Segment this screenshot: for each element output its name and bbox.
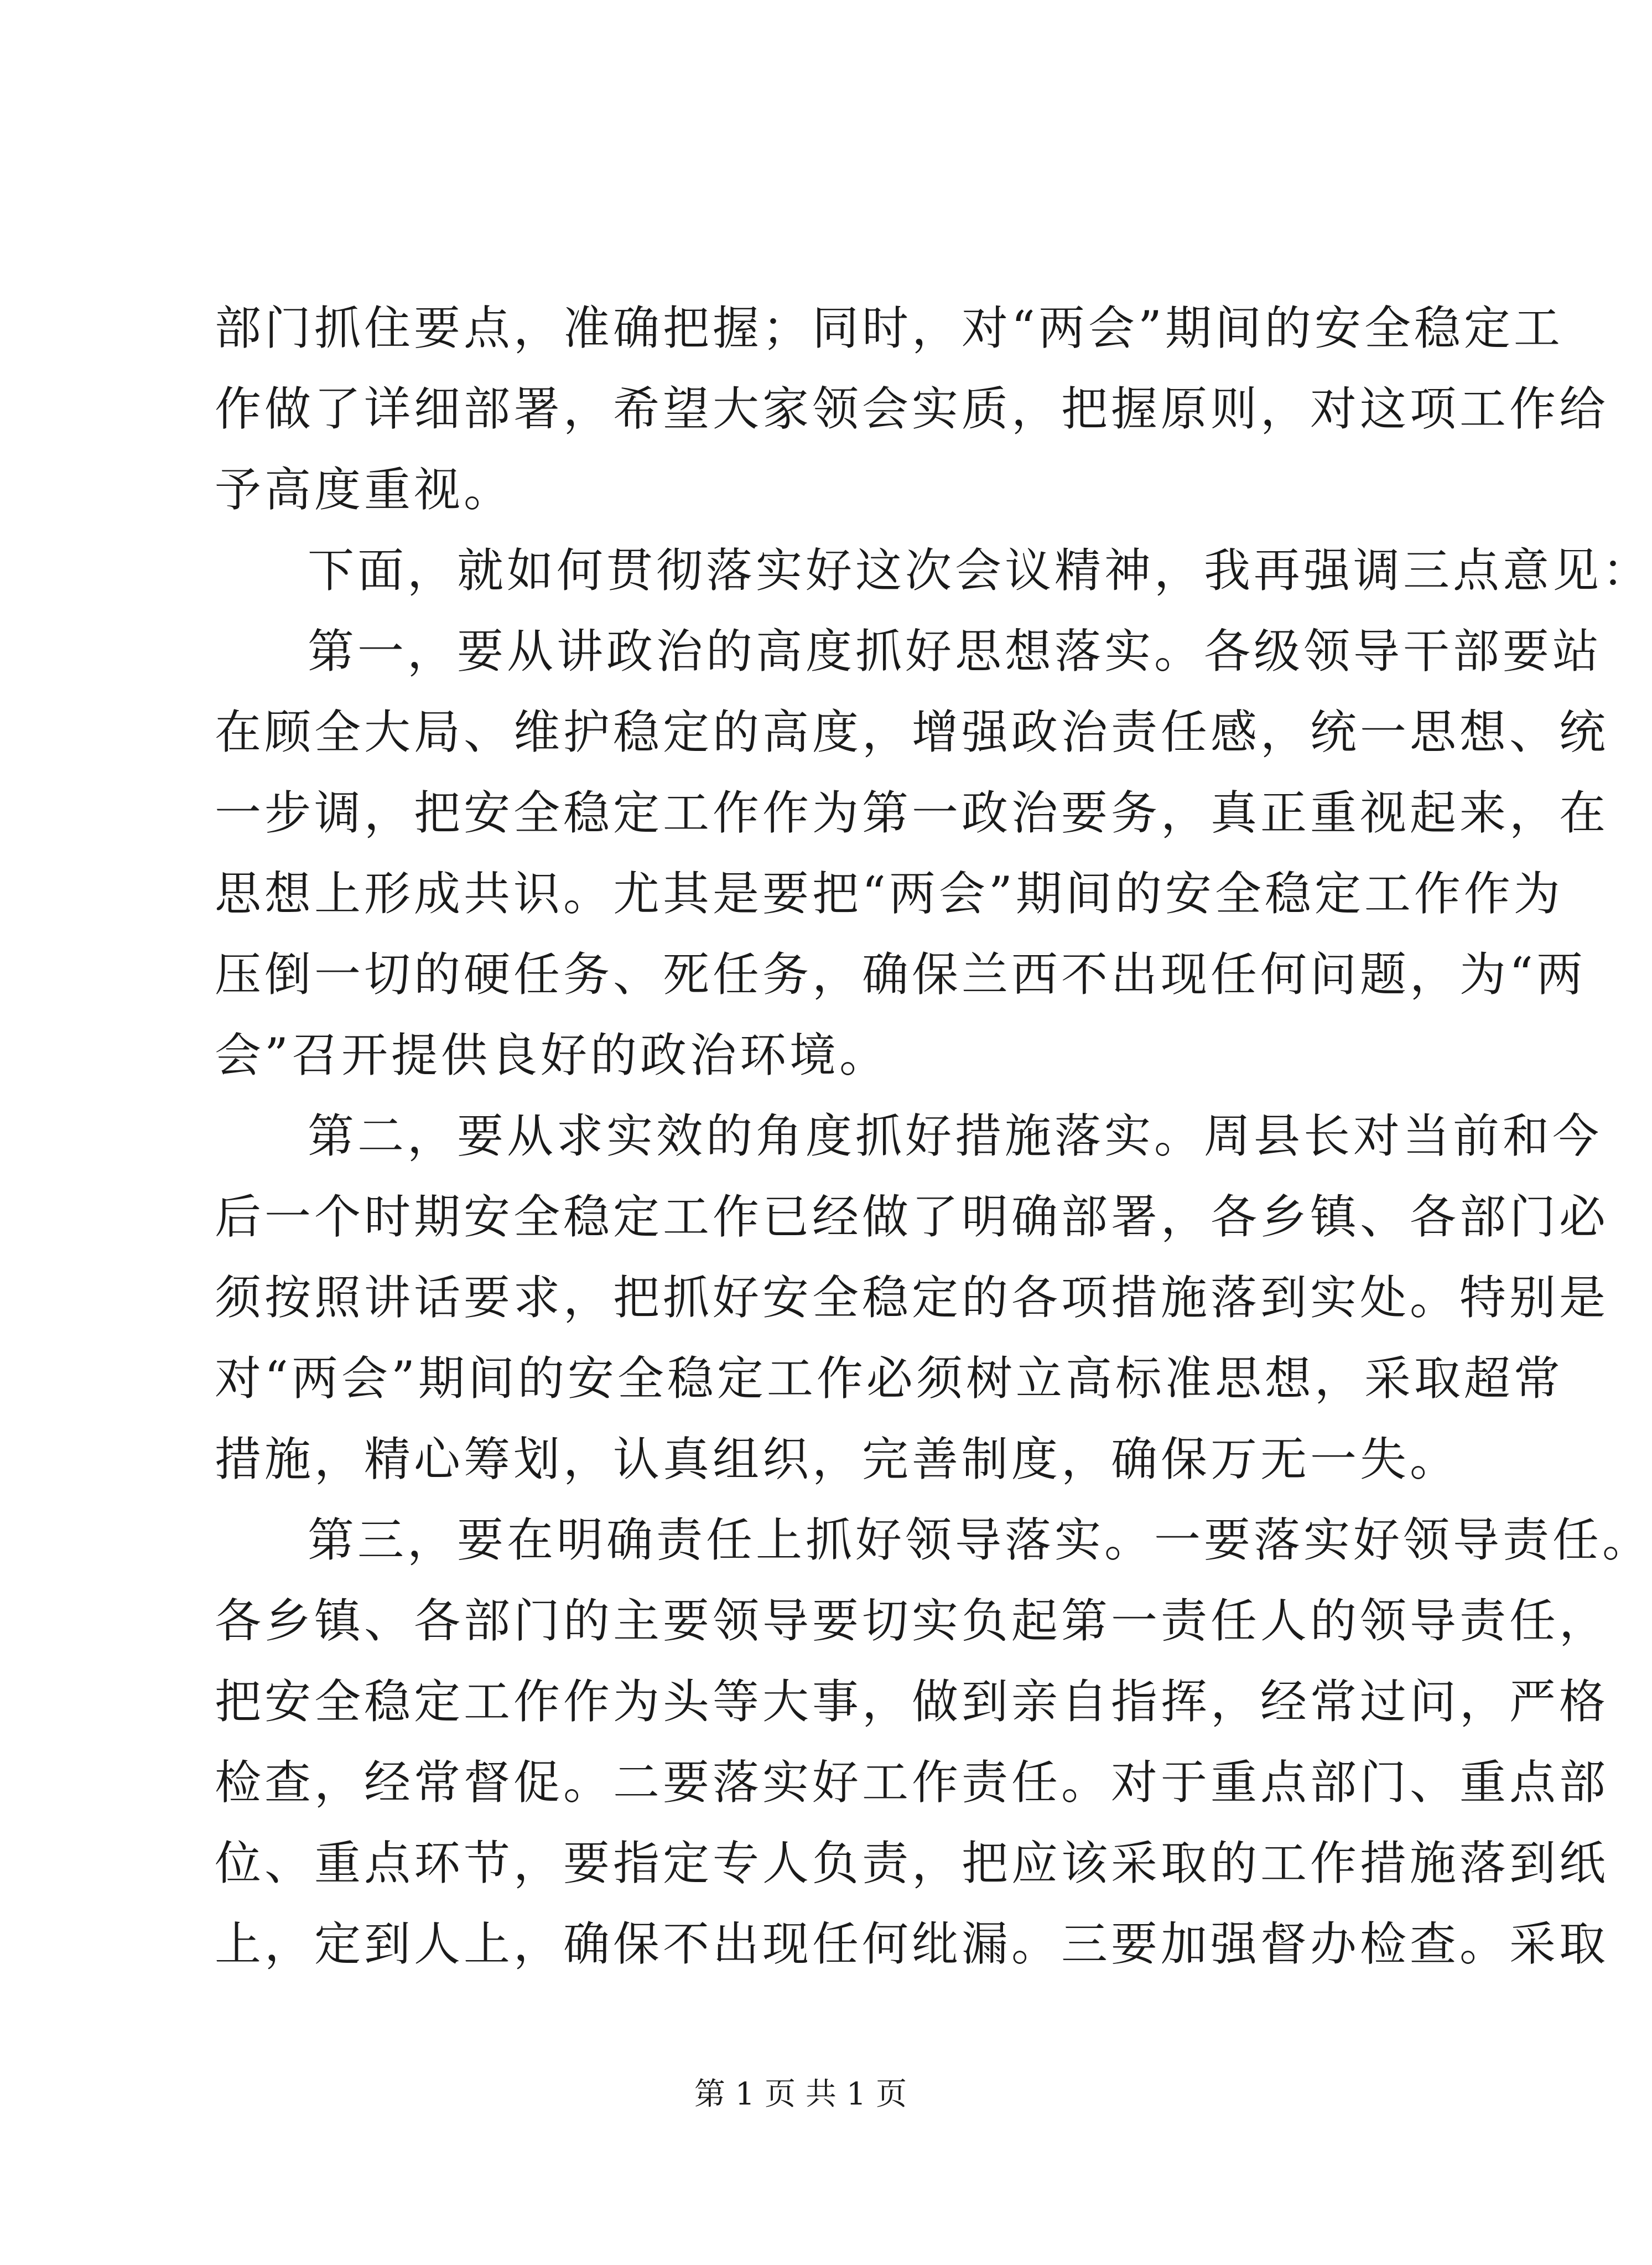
text-line-9: 压倒一切的硬任务、死任务，确保兰西不出现任何问题，为“两 bbox=[215, 947, 1586, 1002]
text-line-12: 后一个时期安全稳定工作已经做了明确部署，各乡镇、各部门必 bbox=[215, 1190, 1609, 1244]
text-line-1: 部门抓住要点，准确把握；同时，对“两会”期间的安全稳定工 bbox=[215, 301, 1563, 355]
paragraph-second-start: 第二，要从求实效的角度抓好措施落实。周县长对当前和今 bbox=[308, 1109, 1603, 1163]
text-line-3: 予高度重视。 bbox=[215, 463, 514, 517]
text-line-13: 须按照讲话要求，把抓好安全稳定的各项措施落到实处。特别是 bbox=[215, 1271, 1609, 1325]
text-line-20: 位、重点环节，要指定专人负责，把应该采取的工作措施落到纸 bbox=[215, 1836, 1609, 1890]
text-line-21: 上，定到人上，确保不出现任何纰漏。三要加强督办检查。采取 bbox=[215, 1917, 1609, 1971]
text-line-17: 各乡镇、各部门的主要领导要切实负起第一责任人的领导责任， bbox=[215, 1594, 1609, 1648]
page-footer bbox=[0, 2072, 1601, 2117]
text-line-6: 在顾全大局、维护稳定的高度，增强政治责任感，统一思想、统 bbox=[215, 705, 1609, 759]
text-line-7: 一步调，把安全稳定工作作为第一政治要务，真正重视起来，在 bbox=[215, 786, 1609, 840]
text-line-2: 作做了详细部署，希望大家领会实质，把握原则，对这项工作给 bbox=[215, 382, 1609, 436]
text-line-8: 思想上形成共识。尤其是要把“两会”期间的安全稳定工作作为 bbox=[215, 867, 1563, 921]
paragraph-intro: 下面，就如何贯彻落实好这次会议精神，我再强调三点意见： bbox=[308, 543, 1652, 598]
paragraph-first-start: 第一，要从讲政治的高度抓好思想落实。各级领导干部要站 bbox=[308, 624, 1603, 678]
paragraph-third-start: 第三，要在明确责任上抓好领导落实。一要落实好领导责任。 bbox=[308, 1513, 1652, 1567]
page-number-label: 第 1 页 共 1 页 bbox=[694, 2076, 907, 2112]
document-body bbox=[215, 288, 1652, 1984]
text-line-14: 对“两会”期间的安全稳定工作必须树立高标准思想，采取超常 bbox=[215, 1351, 1563, 1406]
text-line-15: 措施，精心筹划，认真组织，完善制度，确保万无一失。 bbox=[215, 1432, 1460, 1486]
text-line-18: 把安全稳定工作作为头等大事，做到亲自指挥，经常过问，严格 bbox=[215, 1675, 1609, 1729]
text-line-10: 会”召开提供良好的政治环境。 bbox=[215, 1028, 889, 1082]
text-line-19: 检查，经常督促。二要落实好工作责任。对于重点部门、重点部 bbox=[215, 1755, 1609, 1810]
